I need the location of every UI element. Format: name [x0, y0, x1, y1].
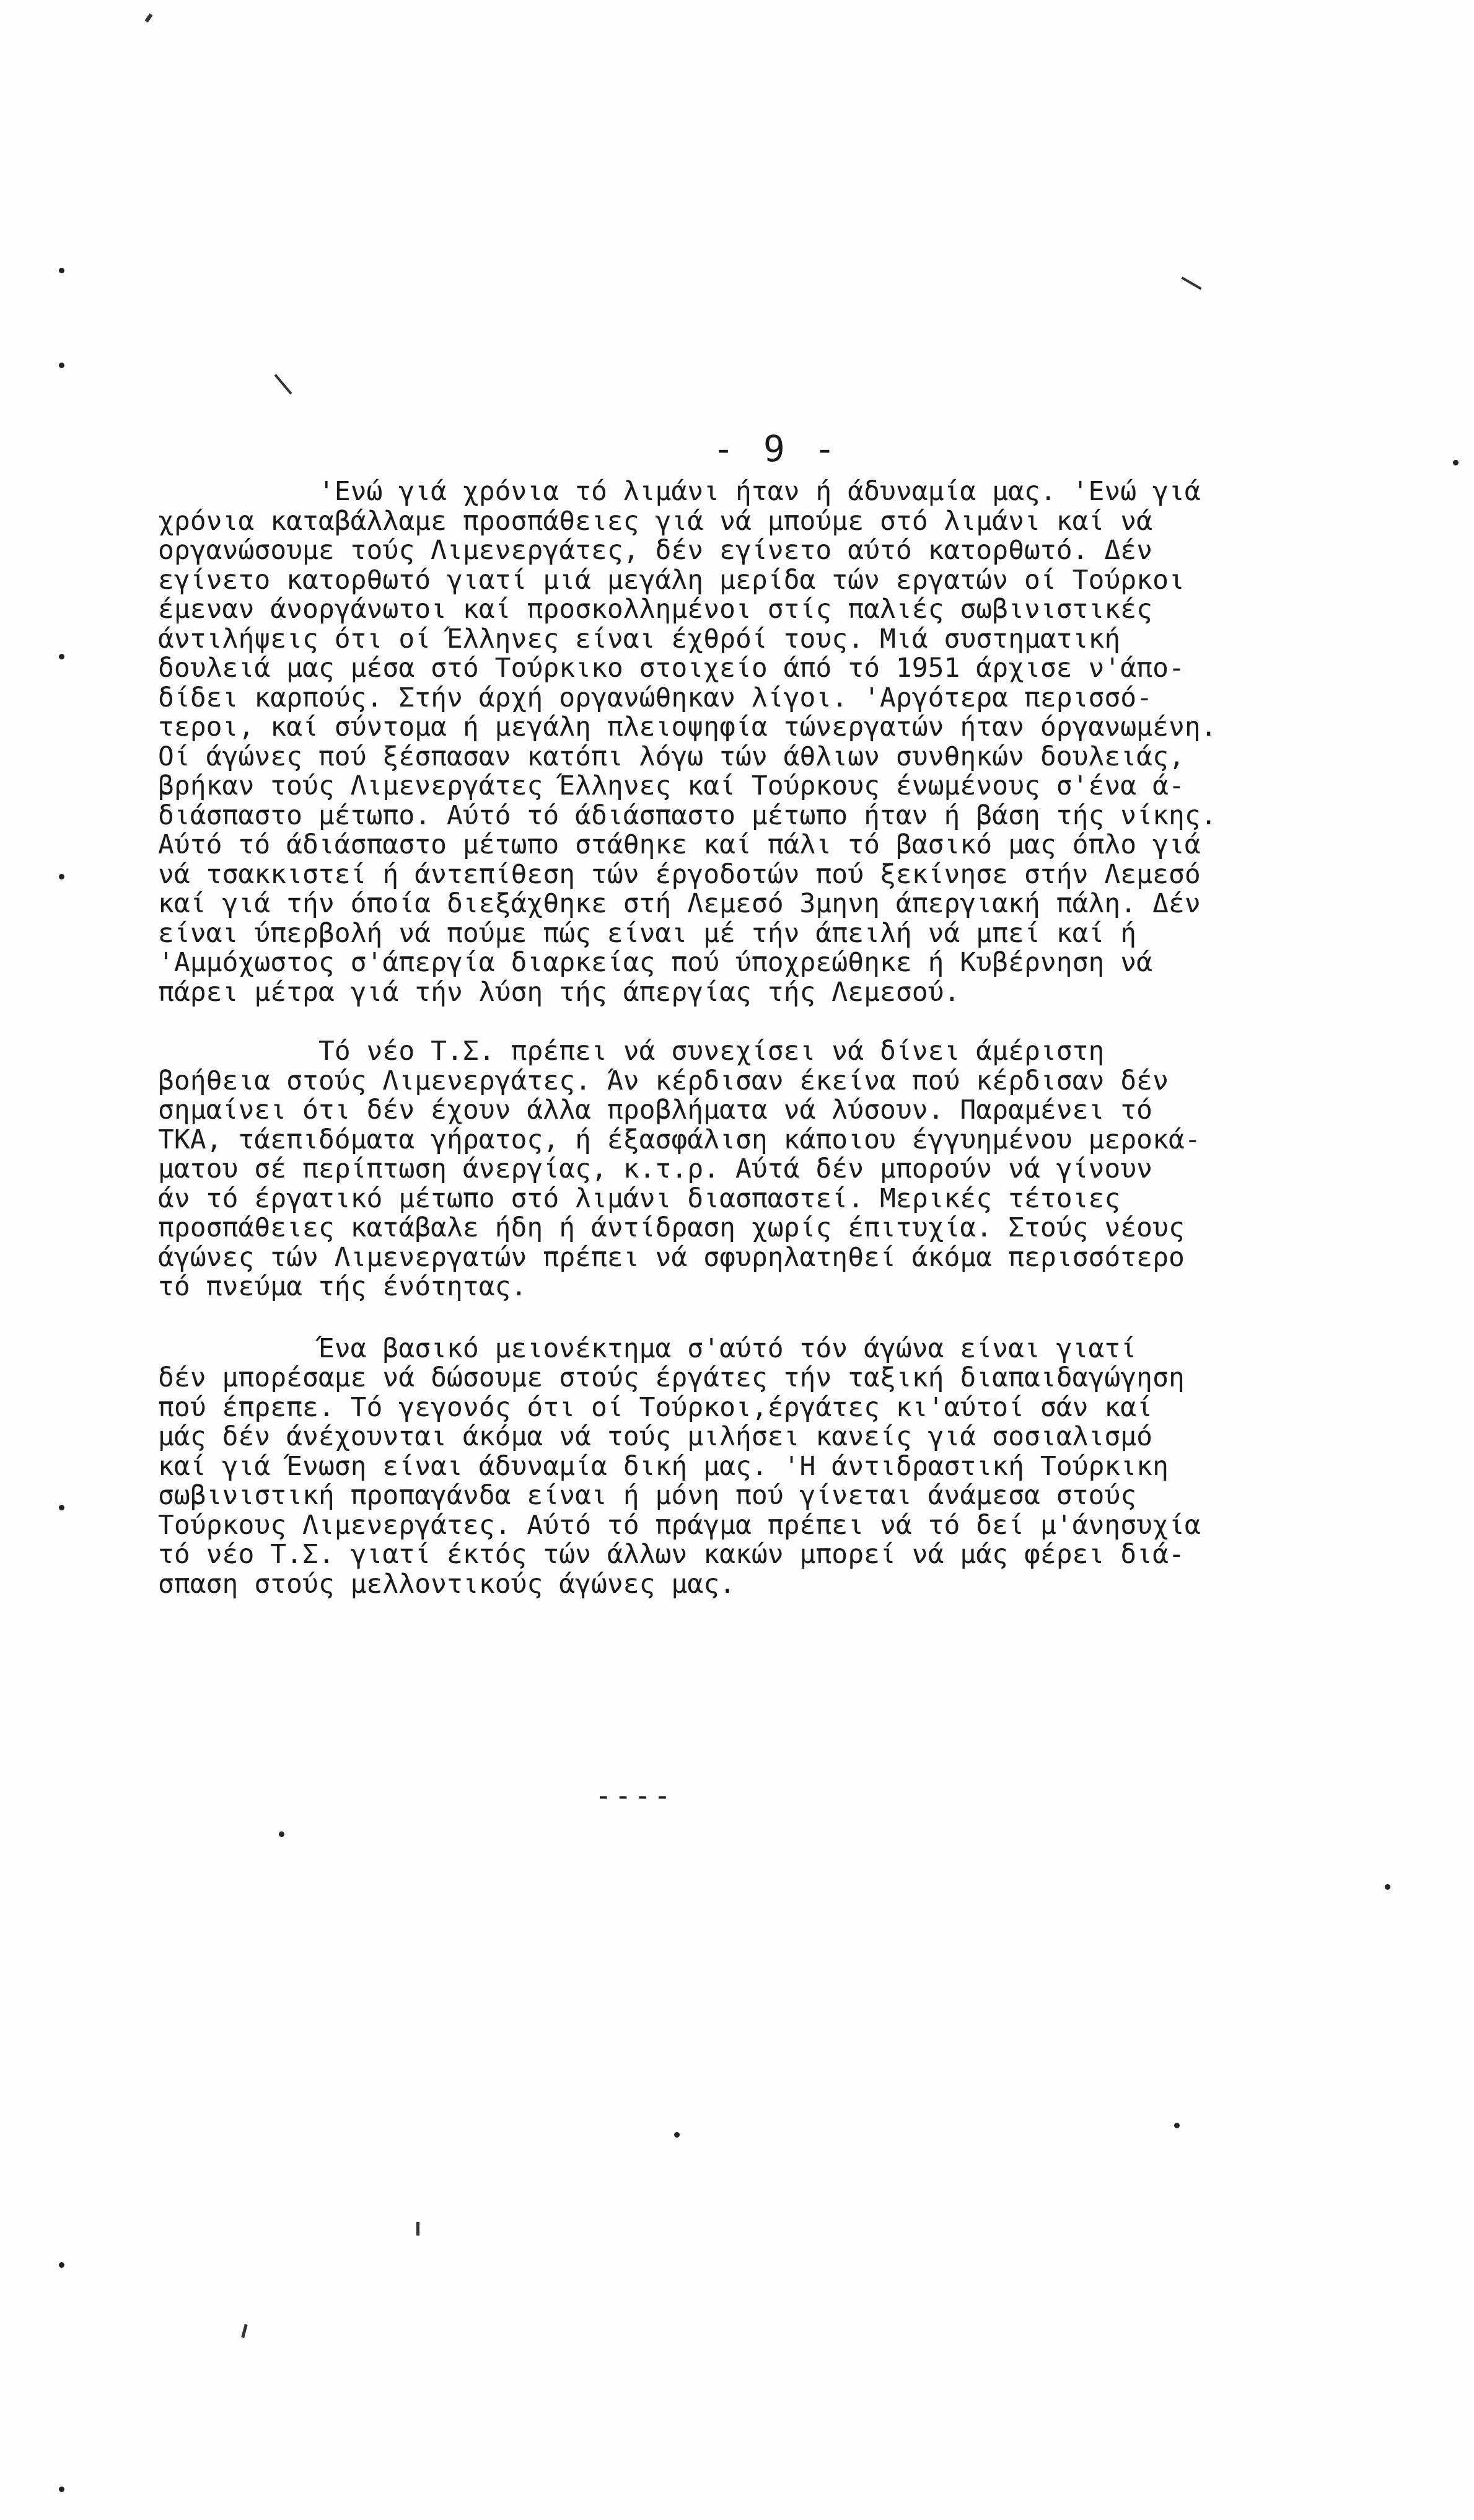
scan-speck	[59, 363, 64, 368]
scan-mark	[416, 2222, 419, 2236]
scan-speck	[1385, 1884, 1390, 1890]
scan-mark	[145, 14, 153, 23]
section-separator: ----	[595, 1779, 673, 1812]
paragraph-dockworkers-unity: 'Ενώ γιά χρόνια τό λιμάνι ήταν ή άδυναμία μας. 'Ενώ γιά χρόνια καταβάλλαμε προσπάθειες γιά νά μπούμε στό λιμάνι καί νά οργανώσουμε τούς Λιμενεργάτες, δέν εγίνετο αύτό κατορθωτό. Δέν εγίνετο κατορθωτό γιατί μιά μεγάλη μερίδα τών εργατών οί Τούρκοι έμεναν άνοργάνωτοι καί προσκολλημένοι στίς παλιές σωβινιστικές άντιλήψεις ότι οί Έλληνες είναι έχθρόί τους. Μιά συστηματική δουλειά μας μέσα στό Τούρκικο στοιχείο άπό τό 1951 άρχισε ν'άπο- δίδει καρπούς. Στήν άρχή οργανώθηκαν λίγοι. 'Αργότερα περισσό- τεροι, καί σύντομα ή μεγάλη πλειοψηφία τώνεργατών ήταν όργανωμένη. Οί άγώνες πού ξέσπασαν κατόπι λόγω τών άθλιων συνθηκών δουλειάς, βρήκαν τούς Λιμενεργάτες Έλληνες καί Τούρκους ένωμένους σ'ένα ά- διάσπαστο μέτωπο. Αύτό τό άδιάσπαστο μέτωπο ήταν ή βάση τής νίκης. Αύτό τό άδιάσπαστο μέτωπο στάθηκε καί πάλι τό βασικό μας όπλο γιά νά τσακκιστεί ή άντεπίθεση τών έργοδοτών πού ξεκίνησε στήν Λεμεσό καί γιά τήν όποία διεξάχθηκε στή Λεμεσό 3μηνη άπεργιακή πάλη. Δέν είναι ύπερβολή νά πούμε πώς είναι μέ τήν άπειλή νά μπεί καί ή 'Αμμόχωστος σ'άπεργία διαρκείας πού ύποχρεώθηκε ή Κυβέρνηση νά πάρει μέτρα γιά τήν λύση τής άπεργίας τής Λεμεσού.	[158, 476, 1217, 1008]
scan-speck	[674, 2132, 680, 2138]
scan-speck	[59, 268, 64, 273]
scan-mark	[241, 2324, 248, 2338]
paragraph-continued-support: Τό νέο Τ.Σ. πρέπει νά συνεχίσει νά δίνει άμέριστη βοήθεια στούς Λιμενεργάτες. Άν κέρδισαν έκείνα πού κέρδισαν δέν σημαίνει ότι δέν έχουν άλλα προβλήματα νά λύσουν. Παραμένει τό ΤΚΑ, τάεπιδόματα γήρατος, ή έξασφάλιση κάποιου έγγυημένου μεροκά- ματου σέ περίπτωση άνεργίας, κ.τ.ρ. Αύτά δέν μπορούν νά γίνουν άν τό έργατικό μέτωπο στό λιμάνι διασπαστεί. Μερικές τέτοιες προσπάθειες κατάβαλε ήδη ή άντίδραση χωρίς έπιτυχία. Στούς νέους άγώνες τών Λιμενεργατών πρέπει νά σφυρηλατηθεί άκόμα περισσότερο τό πνεύμα τής ένότητας.	[158, 1036, 1201, 1302]
scan-speck	[59, 874, 64, 879]
scan-speck	[59, 2487, 64, 2492]
scan-mark	[274, 374, 292, 394]
scan-speck	[1174, 2123, 1180, 2128]
page-number: - 9 -	[713, 428, 840, 470]
scan-mark	[1181, 276, 1201, 289]
scan-speck	[279, 1831, 284, 1837]
paragraph-class-education: Ένα βασικό μειονέκτημα σ'αύτό τόν άγώνα είναι γιατί δέν μπορέσαμε νά δώσουμε στούς έργάτες τήν ταξική διαπαιδαγώγηση πού έπρεπε. Τό γεγονός ότι οί Τούρκοι,έργάτες κι'αύτοί σάν καί μάς δέν άνέχουνται άκόμα νά τούς μιλήσει κανείς γιά σοσιαλισμό καί γιά Ένωση είναι άδυναμία δική μας. 'Η άντιδραστική Τούρκικη σωβινιστική προπαγάνδα είναι ή μόνη πού γίνεται άνάμεσα στούς Τούρκους Λιμενεργάτες. Αύτό τό πράγμα πρέπει νά τό δεί μ'άνησυχία τό νέο Τ.Σ. γιατί έκτός τών άλλων κακών μπορεί νά μάς φέρει διά- σπαση στούς μελλοντικούς άγώνες μας.	[158, 1333, 1201, 1600]
scan-speck	[59, 2262, 64, 2268]
scan-speck	[59, 654, 64, 659]
scan-speck	[59, 1505, 64, 1510]
body-text	[158, 477, 1410, 1599]
scan-speck	[1453, 460, 1459, 465]
